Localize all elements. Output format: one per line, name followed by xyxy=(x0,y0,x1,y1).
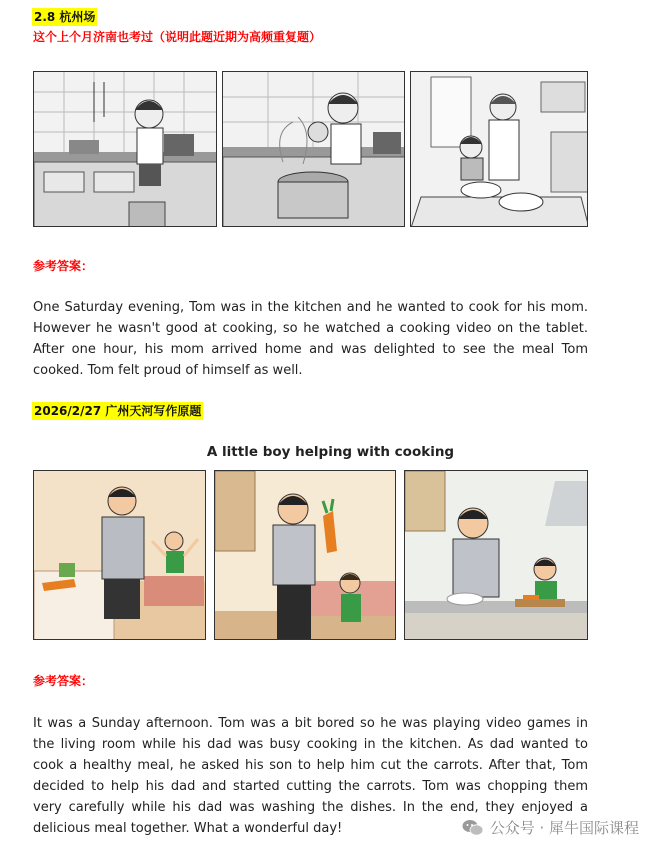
section2-answer-text: It was a Sunday afternoon. Tom was a bit bored so he was playing video games in the living room while his dad was busy cooking in the kitchen. As dad wanted to cook a healthy meal, he asked his son to help him cut the carrots. After that, Tom decided to help his dad and started cutting the carrots. Tom was chopping them very carefully while his dad was washing the dishes. In the end, they enjoyed a delicious meal together. What a wonderful day! xyxy=(33,716,588,836)
watermark xyxy=(462,817,639,838)
illustration-panel-4 xyxy=(33,470,206,640)
section1-answer-text: One Saturday evening, Tom was in the kitchen and he wanted to cook for his mom. However he wasn't good at cooking, so he watched a cooking video on the tablet. After one hour, his mom arrived home and was delighted to see the meal Tom cooked. Tom felt proud of himself as well. xyxy=(33,300,588,378)
watermark-text: 公众号 · 犀牛国际课程 xyxy=(489,819,639,837)
section2-title: A little boy helping with cooking xyxy=(206,444,455,460)
illustration-panel-2 xyxy=(222,71,405,227)
illustration-panel-5 xyxy=(214,470,396,640)
illustration-panel-3 xyxy=(410,71,588,227)
illustration-panel-1 xyxy=(33,71,217,227)
illustration-panel-6 xyxy=(404,470,588,640)
section2-tag: 2026/2/27 广州天河写作原题 xyxy=(34,404,202,418)
section2-answer-label: 参考答案： xyxy=(33,674,94,688)
wechat-icon xyxy=(462,819,484,837)
section1-answer-label: 参考答案： xyxy=(33,259,94,273)
section1-tag: 2.8 杭州场 xyxy=(34,10,96,24)
section1-note: 这个上个月济南也考过（说明此题近期为高频重复题） xyxy=(33,30,322,44)
